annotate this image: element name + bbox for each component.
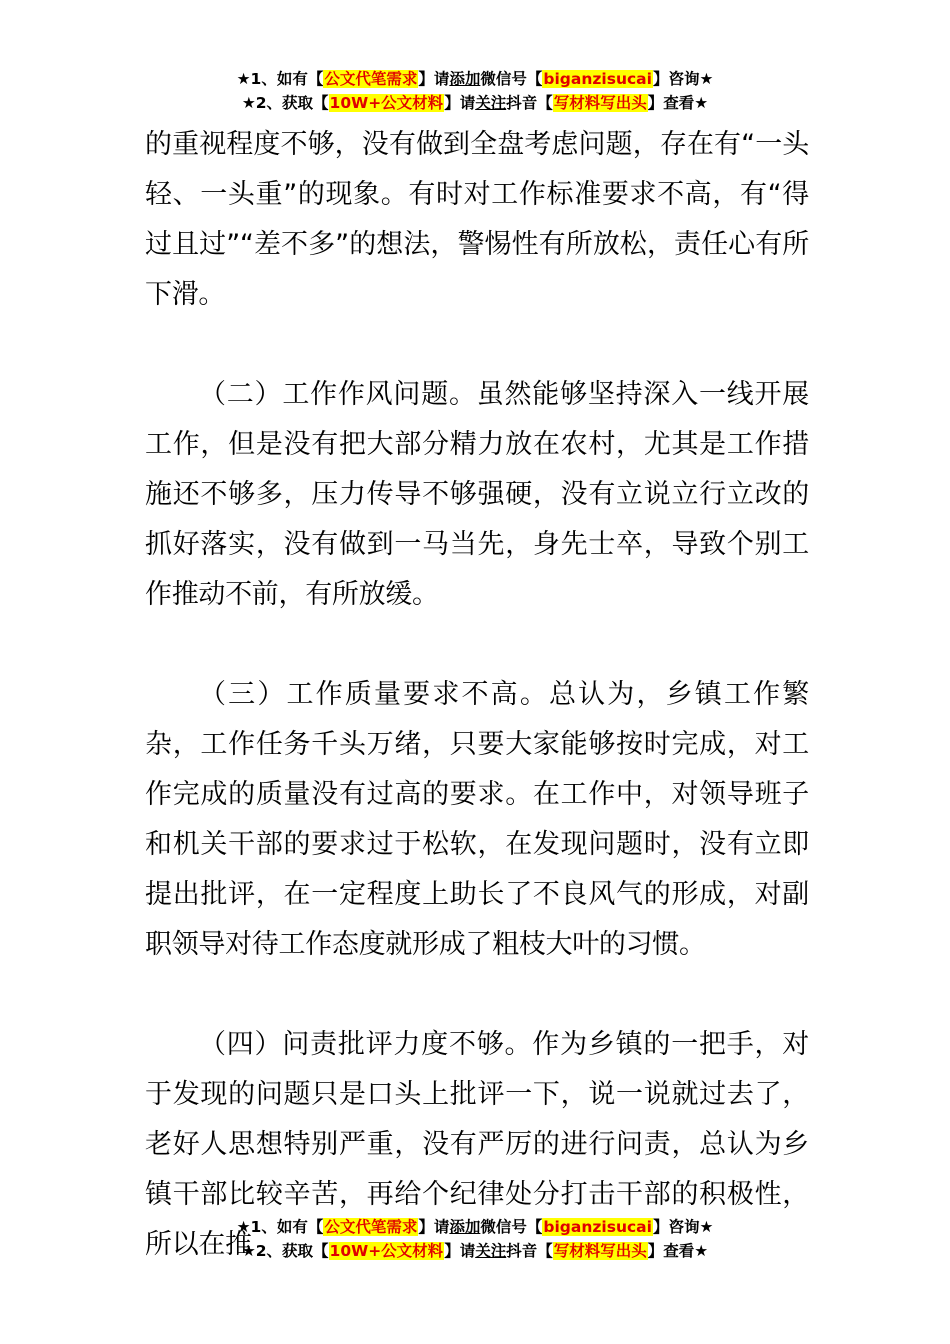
highlight-service: 公文代笔需求 — [324, 70, 418, 88]
highlight-wechat-id: biganzisucai — [543, 70, 652, 88]
banner-text: 】请 — [444, 1242, 476, 1260]
banner-text: ★2、获取【 — [241, 1242, 329, 1260]
banner-text: ★1、如有【 — [236, 70, 324, 88]
banner-text: 抖音【 — [506, 1242, 553, 1260]
highlight-materials: 10W+公文材料 — [329, 1242, 444, 1260]
banner-text: 】请 — [418, 70, 450, 88]
banner-line-1 — [0, 67, 950, 91]
paragraph-work-quality: （三）工作质量要求不高。总认为，乡镇工作繁杂，工作任务千头万绪，只要大家能够按时完成，对工作完成的质量没有过高的要求。在工作中，对领导班子和机关干部的要求过于松软，在发现问题时，没有立即提出批评，在一定程度上助长了不良风气的形成，对副职领导对待工作态度就形成了粗枝大叶的习惯。 — [145, 679, 809, 960]
banner-text: 】咨询★ — [652, 1218, 714, 1236]
banner-line-2 — [0, 91, 950, 115]
banner-text: 】请 — [444, 94, 476, 112]
highlight-service: 公文代笔需求 — [324, 1218, 418, 1236]
banner-text: ★1、如有【 — [236, 1218, 324, 1236]
banner-text: 微信号【 — [480, 1218, 543, 1236]
underlined-text: 添加 — [449, 1218, 481, 1236]
paragraph-continuation: 的重视程度不够，没有做到全盘考虑问题，存在有“一头轻、一头重”的现象。有时对工作标准要求不高，有“得过且过”“差不多”的想法，警惕性有所放松，责任心有所下滑。 — [145, 129, 809, 310]
banner-text: 】请 — [418, 1218, 450, 1236]
banner-line-1 — [0, 1215, 950, 1239]
highlight-douyin: 写材料写出头 — [553, 94, 647, 112]
banner-text: 微信号【 — [480, 70, 543, 88]
header-banner — [0, 67, 950, 115]
banner-text: 抖音【 — [506, 94, 553, 112]
highlight-materials: 10W+公文材料 — [329, 94, 444, 112]
underlined-text: 关注 — [475, 1242, 507, 1260]
paragraph-accountability: （四）问责批评力度不够。作为乡镇的一把手，对于发现的问题只是口头上批评一下，说一说就过去了，老好人思想特别严重，没有严厉的进行问责，总认为乡镇干部比较辛苦，再给个纪律处分打击干部的积极性，所以在推 — [145, 1029, 809, 1260]
footer-banner — [0, 1215, 950, 1263]
banner-text: ★2、获取【 — [241, 94, 329, 112]
underlined-text: 添加 — [449, 70, 481, 88]
banner-text: 】查看★ — [647, 94, 709, 112]
document-body — [145, 120, 809, 1270]
underlined-text: 关注 — [475, 94, 507, 112]
paragraph-work-style: （二）工作作风问题。虽然能够坚持深入一线开展工作，但是没有把大部分精力放在农村，尤其是工作措施还不够多，压力传导不够强硬，没有立说立行立改的抓好落实，没有做到一马当先，身先士卒，导致个别工作推动不前，有所放缓。 — [145, 379, 809, 610]
highlight-douyin: 写材料写出头 — [553, 1242, 647, 1260]
highlight-wechat-id: biganzisucai — [543, 1218, 652, 1236]
banner-line-2 — [0, 1239, 950, 1263]
banner-text: 】咨询★ — [652, 70, 714, 88]
banner-text: 】查看★ — [647, 1242, 709, 1260]
